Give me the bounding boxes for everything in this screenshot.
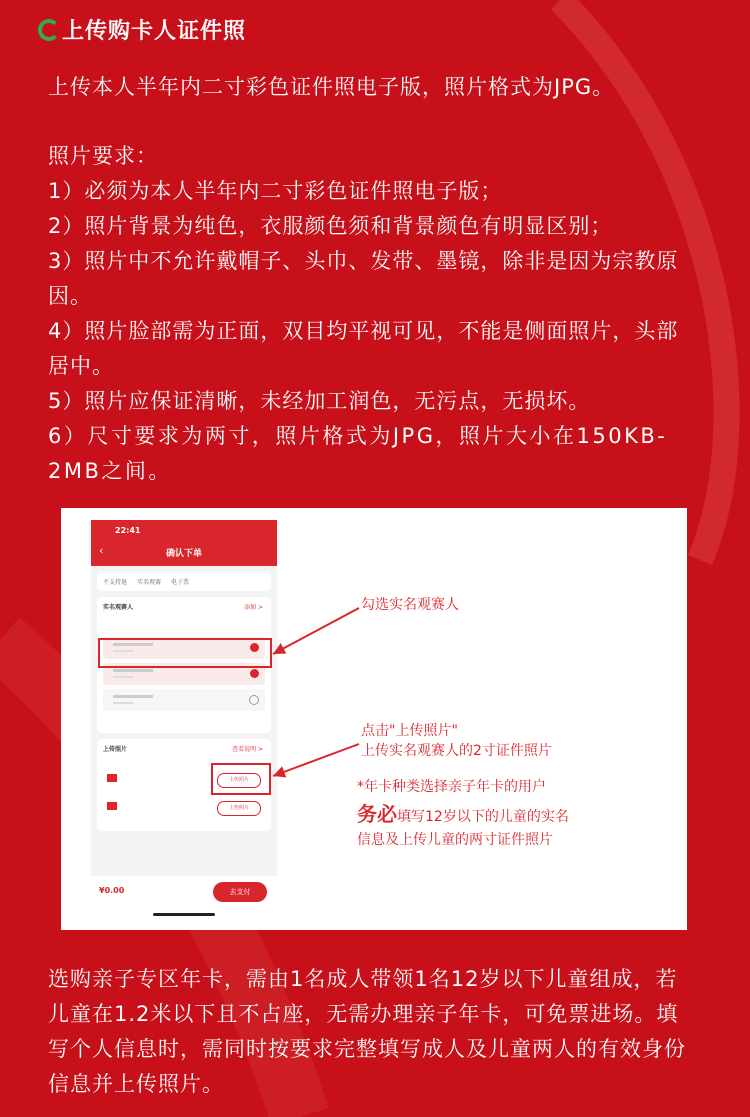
- upload-section-title: 上传照片: [103, 746, 128, 753]
- annotation-arrows: [61, 508, 687, 930]
- requirements: [48, 139, 698, 489]
- option-label: 不支持退: [103, 579, 128, 586]
- requirements-heading: 照片要求：: [48, 144, 158, 168]
- screenshot-panel: [61, 508, 687, 930]
- outro-text: 选购亲子专区年卡，需由1名成人带领1名12岁以下儿童组成，若儿童在1.2米以下且不占座，无需办理亲子年卡，可免票进场。填写个人信息时，需同时按要求完整填写成人及儿童两人的有效身份信息并上传照片。: [48, 967, 686, 1096]
- requirement-item: 3）照片中不允许戴帽子、头巾、发带、墨镜，除非是因为宗教原因。: [48, 249, 679, 308]
- requirement-item: 1）必须为本人半年内二寸彩色证件照电子版；: [48, 179, 503, 203]
- spectator-section-title: 实名观赛人: [103, 604, 134, 611]
- option-label: 电子票: [171, 579, 190, 586]
- logo-icon: [38, 19, 60, 41]
- annotation-upload-1: 点击"上传照片": [361, 723, 458, 739]
- option-label: 实名观赛: [137, 579, 162, 586]
- requirement-item: 4）照片脸部需为正面，双目均平视可见，不能是侧面照片，头部居中。: [48, 319, 679, 378]
- back-icon[interactable]: ‹: [99, 544, 104, 557]
- page-title: 上传购卡人证件照: [62, 19, 247, 44]
- nav-title: 确认下单: [165, 549, 202, 559]
- annotation-note-2: 务必填写12岁以下的儿童的实名: [357, 802, 569, 826]
- add-spectator-link[interactable]: 添加 >: [244, 604, 263, 611]
- upload-photo-button[interactable]: 上传照片: [217, 773, 261, 788]
- upload-info-link[interactable]: 查看说明 >: [232, 746, 263, 753]
- status-time: 22:41: [115, 526, 141, 535]
- header: [38, 14, 246, 45]
- annotation-note-3: 信息及上传儿童的两寸证件照片: [357, 832, 553, 848]
- intro-text: 上传本人半年内二寸彩色证件照电子版，照片格式为JPG。: [48, 75, 615, 99]
- pay-button[interactable]: 去支付: [213, 882, 267, 902]
- annotation-select: 勾选实名观赛人: [361, 597, 459, 613]
- price: ¥0.00: [99, 886, 125, 895]
- requirement-item: 6）尺寸要求为两寸，照片格式为JPG，照片大小在150KB-2MB之间。: [48, 424, 668, 483]
- annotation-upload-2: 上传实名观赛人的2寸证件照片: [361, 743, 552, 759]
- upload-photo-button[interactable]: 上传照片: [217, 801, 261, 816]
- annotation-must: 务必: [357, 802, 397, 826]
- annotation-note-1: *年卡种类选择亲子年卡的用户: [357, 779, 546, 795]
- requirement-item: 2）照片背景为纯色，衣服颜色须和背景颜色有明显区别；: [48, 214, 613, 238]
- requirement-item: 5）照片应保证清晰，未经加工润色，无污点，无损坏。: [48, 389, 591, 413]
